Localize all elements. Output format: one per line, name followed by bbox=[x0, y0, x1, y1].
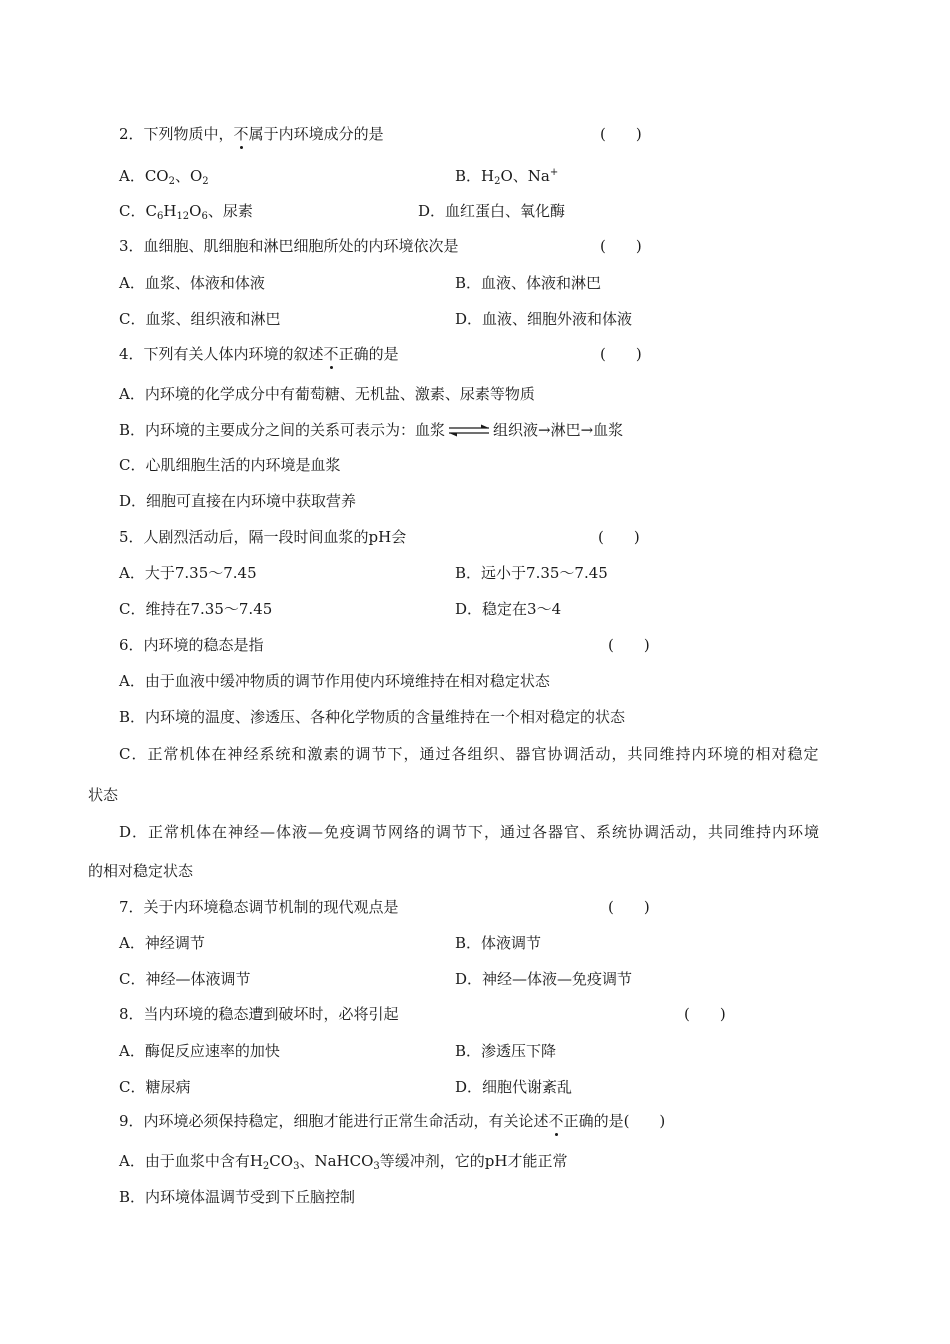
q6-option-a: A．由于血液中缓冲物质的调节作用使内环境维持在相对稳定状态 bbox=[119, 672, 550, 690]
q7-option-b: B．体液调节 bbox=[455, 934, 542, 952]
answer-bracket: ( ) bbox=[600, 345, 642, 363]
q7-option-d: D．神经—体液—免疫调节 bbox=[455, 970, 633, 988]
q6-option-d: D．正常机体在神经—体液—免疫调节网络的调节下，通过各器官、系统协调活动，共同维持内环境 bbox=[119, 823, 821, 841]
q5-option-c: C．维持在7.35～7.45 bbox=[119, 600, 273, 618]
q8-option-b: B．渗透压下降 bbox=[455, 1042, 557, 1060]
q3-option-b: B．血液、体液和淋巴 bbox=[455, 274, 602, 292]
q5-option-d: D．稳定在3～4 bbox=[455, 600, 562, 618]
q9-option-a: A．由于血浆中含有$H_2CO_3$、NaHCO$_3$等缓冲剂，它的pH才能正常 bbox=[119, 1152, 568, 1172]
answer-bracket: ( ) bbox=[623, 1112, 666, 1130]
answer-bracket: ( ) bbox=[600, 125, 642, 143]
question-6-stem: 6．内环境的稳态是指 bbox=[119, 636, 264, 654]
q8-option-d: D．细胞代谢紊乱 bbox=[455, 1078, 573, 1096]
q3-option-c: C．血浆、组织液和淋巴 bbox=[119, 310, 281, 328]
q4-option-a: A．内环境的化学成分中有葡萄糖、无机盐、激素、尿素等物质 bbox=[119, 385, 535, 403]
q2-option-c: C．$C_6H_{12}O_6$、尿素 bbox=[119, 202, 253, 222]
q6-option-c: C．正常机体在神经系统和激素的调节下，通过各组织、器官协调活动，共同维持内环境的相对稳定 bbox=[119, 745, 820, 763]
q4-option-c: C．心肌细胞生活的内环境是血浆 bbox=[119, 456, 341, 474]
q2-option-a: A．$CO_2$、$O_2$ bbox=[119, 167, 209, 187]
emphasis-dot-char: 不 bbox=[548, 1112, 564, 1130]
answer-bracket: ( ) bbox=[598, 528, 640, 546]
q8-option-a: A．酶促反应速率的加快 bbox=[119, 1042, 280, 1060]
q5-option-b: B．远小于7.35～7.45 bbox=[455, 564, 608, 582]
question-7-stem: 7．关于内环境稳态调节机制的现代观点是 bbox=[119, 898, 399, 916]
question-8-stem: 8．当内环境的稳态遭到破坏时，必将引起 bbox=[119, 1005, 399, 1023]
answer-bracket: ( ) bbox=[600, 237, 642, 255]
q7-option-c: C．神经—体液调节 bbox=[119, 970, 251, 988]
answer-bracket: ( ) bbox=[608, 636, 650, 654]
emphasis-dot-char: 不 bbox=[323, 345, 339, 363]
q5-option-a: A．大于7.35～7.45 bbox=[119, 564, 257, 582]
question-4-stem: 4．下列有关人体内环境的叙述不正确的是 bbox=[119, 345, 399, 363]
reversible-arrow-icon bbox=[447, 421, 491, 441]
question-3-stem: 3．血细胞、肌细胞和淋巴细胞所处的内环境依次是 bbox=[119, 237, 459, 255]
question-9-stem: 9．内环境必须保持稳定，细胞才能进行正常生命活动，有关论述不正确的是( ) bbox=[119, 1112, 666, 1130]
question-5-stem: 5．人剧烈活动后，隔一段时间血浆的pH会 bbox=[119, 528, 407, 546]
q9-option-b: B．内环境体温调节受到下丘脑控制 bbox=[119, 1188, 356, 1206]
q6-option-d-continued: 的相对稳定状态 bbox=[88, 862, 194, 880]
answer-bracket: ( ) bbox=[608, 898, 650, 916]
q3-option-d: D．血液、细胞外液和体液 bbox=[455, 310, 633, 328]
q7-option-a: A．神经调节 bbox=[119, 934, 205, 952]
q2-option-d: D．血红蛋白、氧化酶 bbox=[418, 202, 566, 220]
q2-option-b: B．$H_2O$、Na+ bbox=[455, 167, 559, 187]
question-2-stem: 2．下列物质中，不属于内环境成分的是 bbox=[119, 125, 384, 143]
q4-option-d: D．细胞可直接在内环境中获取营养 bbox=[119, 492, 357, 510]
q3-option-a: A．血浆、体液和体液 bbox=[119, 274, 265, 292]
q6-option-c-continued: 状态 bbox=[88, 786, 119, 804]
q4-option-b: B．内环境的主要成分之间的关系可表示为：血浆 组织液→淋巴→血浆 bbox=[119, 421, 624, 439]
q8-option-c: C．糖尿病 bbox=[119, 1078, 191, 1096]
q6-option-b: B．内环境的温度、渗透压、各种化学物质的含量维持在一个相对稳定的状态 bbox=[119, 708, 626, 726]
answer-bracket: ( ) bbox=[684, 1005, 726, 1023]
emphasis-dot-char: 不 bbox=[233, 125, 249, 143]
